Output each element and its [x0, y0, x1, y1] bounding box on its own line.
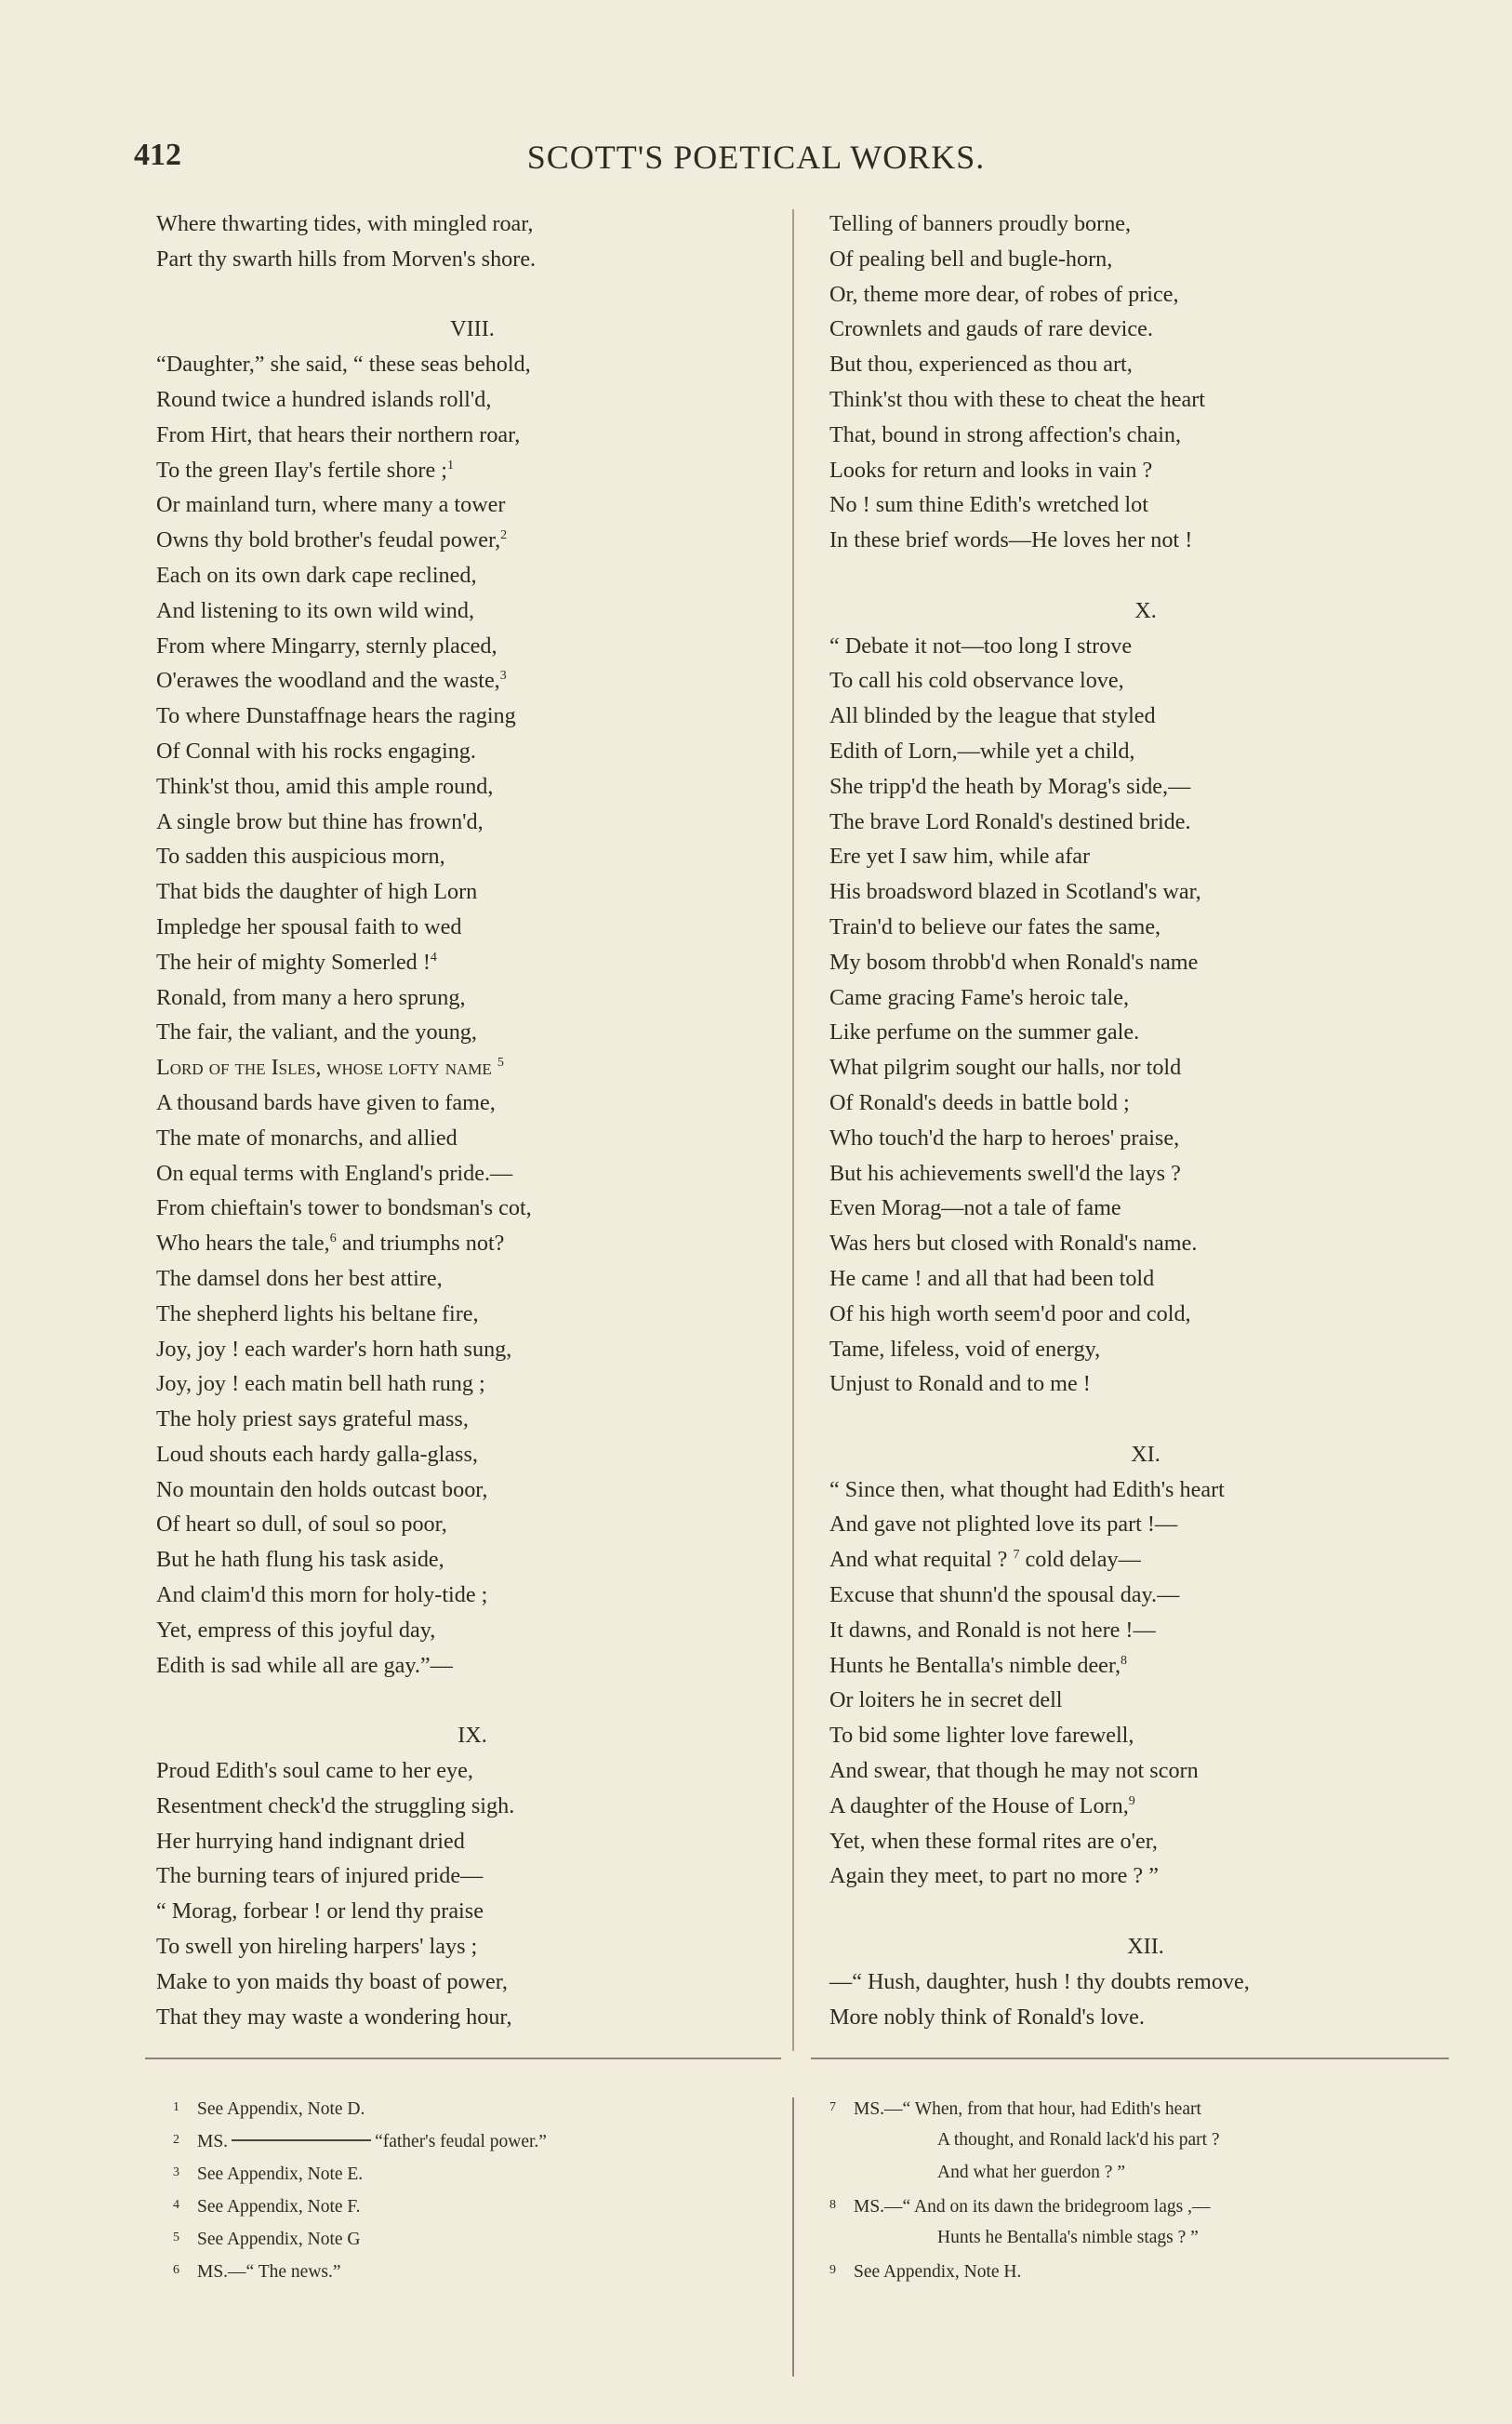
- verse-line: Of Ronald's deeds in battle bold ;: [829, 1089, 1130, 1115]
- verse-line: Proud Edith's soul came to her eye,: [156, 1758, 473, 1784]
- footnote-ref: 5: [497, 1056, 504, 1071]
- verse-line: Of his high worth seem'd poor and cold,: [829, 1300, 1191, 1326]
- verse-line: Tame, lifeless, void of energy,: [829, 1336, 1101, 1362]
- verse-line: That, bound in strong affection's chain,: [829, 421, 1182, 447]
- verse-line: Was hers but closed with Ronald's name.: [829, 1231, 1198, 1257]
- dash-rule: [232, 2139, 371, 2141]
- verse-line: Loud shouts each hardy galla-glass,: [156, 1441, 478, 1467]
- verse-line: The shepherd lights his beltane fire,: [156, 1300, 479, 1326]
- verse-line: No ! sum thine Edith's wretched lot: [829, 492, 1148, 518]
- footnotes-right: [829, 2091, 1462, 2286]
- verse-line: Or mainland turn, where many a tower: [156, 492, 506, 518]
- running-head-title: SCOTT'S POETICAL WORKS.: [526, 139, 986, 176]
- verse-line: To bid some lighter love farewell,: [829, 1723, 1134, 1749]
- footnote-ref: 4: [430, 950, 437, 965]
- verse-line: Think'st thou, amid this ample round,: [156, 773, 494, 799]
- verse-line: And claim'd this morn for holy-tide ;: [156, 1582, 488, 1608]
- verse-line: What pilgrim sought our halls, nor told: [829, 1055, 1182, 1081]
- verse-line: All blinded by the league that styled: [829, 703, 1156, 729]
- stanza-heading-ix: IX.: [458, 1723, 487, 1749]
- verse-line: O'erawes the woodland and the waste,$^3$: [156, 668, 507, 694]
- verse-line: No mountain den holds outcast boor,: [156, 1476, 488, 1502]
- verse-line: And swear, that though he may not scorn: [829, 1758, 1199, 1784]
- verse-line: To call his cold observance love,: [829, 668, 1124, 694]
- verse-line: Hunts he Bentalla's nimble deer,$^8$: [829, 1652, 1128, 1678]
- verse-line: A single brow but thine has frown'd,: [156, 808, 484, 834]
- verse-line: The damsel dons her best attire,: [156, 1265, 443, 1291]
- verse-line: Round twice a hundred islands roll'd,: [156, 386, 492, 412]
- verse-line: Came gracing Fame's heroic tale,: [829, 984, 1130, 1010]
- verse-line: Edith is sad while all are gay.”—: [156, 1652, 453, 1678]
- footnote: 4 See Appendix, Note F.: [173, 2197, 361, 2217]
- footnote: 2 MS. “father's feudal power.”: [173, 2132, 547, 2151]
- footnote-ref: 3: [499, 669, 507, 684]
- footnote: 6 MS.—“ The news.”: [173, 2262, 341, 2282]
- verse-line: More nobly think of Ronald's love.: [829, 2004, 1145, 2030]
- verse-line: To swell yon hireling harpers' lays ;: [156, 1934, 478, 1960]
- footnote-ref: 9: [1128, 1793, 1135, 1808]
- verse-line: Lord of the Isles, whose lofty name $^5$: [156, 1055, 504, 1081]
- verse-line: Part thy swarth hills from Morven's shore.: [156, 246, 537, 272]
- footnote-ref: 1: [446, 458, 454, 473]
- verse-line: Telling of banners proudly borne,: [829, 211, 1132, 236]
- verse-line: Again they meet, to part no more ? ”: [829, 1863, 1159, 1889]
- verse-line: Train'd to believe our fates the same,: [829, 913, 1161, 939]
- verse-line: But his achievements swell'd the lays ?: [829, 1160, 1181, 1186]
- verse-line: A thousand bards have given to fame,: [156, 1089, 496, 1115]
- footnote: 8 MS.—“ And on its dawn the bridegroom lags ,—: [829, 2197, 1211, 2217]
- verse-line: Edith of Lorn,—while yet a child,: [829, 738, 1135, 764]
- footnote-ref: 6: [329, 1232, 337, 1246]
- verse-line: Make to yon maids thy boast of power,: [156, 1968, 508, 1994]
- verse-line: My bosom throbb'd when Ronald's name: [829, 949, 1199, 975]
- verse-line: Yet, empress of this joyful day,: [156, 1617, 436, 1643]
- verse-line: He came ! and all that had been told: [829, 1265, 1155, 1291]
- verse-line: Even Morag—not a tale of fame: [829, 1195, 1121, 1221]
- verse-line: Yet, when these formal rites are o'er,: [829, 1828, 1158, 1854]
- footnote: 9 See Appendix, Note H.: [829, 2262, 1022, 2282]
- stanza-heading-x: X.: [1134, 597, 1157, 623]
- verse-line: The holy priest says grateful mass,: [156, 1406, 469, 1432]
- verse-line: On equal terms with England's pride.—: [156, 1160, 513, 1186]
- verse-line: Each on its own dark cape reclined,: [156, 562, 477, 588]
- verse-line: “ Debate it not—too long I strove: [829, 633, 1133, 659]
- verse-line: That they may waste a wondering hour,: [156, 2004, 512, 2030]
- verse-line: The mate of monarchs, and allied: [156, 1125, 458, 1151]
- verse-line: Looks for return and looks in vain ?: [829, 457, 1153, 483]
- footnote-continuation: And what her guerdon ? ”: [937, 2163, 1125, 2182]
- verse-line: Crownlets and gauds of rare device.: [829, 316, 1153, 342]
- verse-line: “Daughter,” she said, “ these seas behold,: [156, 352, 531, 378]
- verse-line: Ronald, from many a hero sprung,: [156, 984, 466, 1010]
- page-number: 412: [134, 138, 181, 172]
- verse-line: And what requital ? $^7$ cold delay—: [829, 1547, 1141, 1573]
- verse-line: The brave Lord Ronald's destined bride.: [829, 808, 1191, 834]
- verse-line: Of heart so dull, of soul so poor,: [156, 1512, 447, 1538]
- footnote-ref: 2: [500, 528, 508, 543]
- verse-line: Or loiters he in secret dell: [829, 1687, 1063, 1713]
- footnote-continuation: Hunts he Bentalla's nimble stags ? ”: [937, 2228, 1199, 2247]
- verse-line: She tripp'd the heath by Morag's side,—: [829, 773, 1191, 799]
- footnote-continuation: A thought, and Ronald lack'd his part ?: [937, 2130, 1220, 2150]
- verse-line: Her hurrying hand indignant dried: [156, 1828, 465, 1854]
- stanza-heading-viii: VIII.: [450, 316, 495, 342]
- verse-line: Joy, joy ! each warder's horn hath sung,: [156, 1336, 512, 1362]
- footnote-ref: 8: [1121, 1653, 1128, 1668]
- verse-line: Or, theme more dear, of robes of price,: [829, 281, 1179, 307]
- verse-line: Of pealing bell and bugle-horn,: [829, 246, 1113, 272]
- verse-line: Owns thy bold brother's feudal power,$^2$: [156, 527, 508, 553]
- verse-line: Who hears the tale,$^6$ and triumphs not?: [156, 1231, 505, 1257]
- verse-line: Excuse that shunn'd the spousal day.—: [829, 1582, 1180, 1608]
- verse-line: And gave not plighted love its part !—: [829, 1512, 1178, 1538]
- verse-line: His broadsword blazed in Scotland's war,: [829, 879, 1201, 905]
- footnote: 7 MS.—“ When, from that hour, had Edith's heart: [829, 2099, 1201, 2119]
- verse-line: The fair, the valiant, and the young,: [156, 1019, 477, 1046]
- footnote-column-divider: [792, 2098, 794, 2377]
- verse-line: Like perfume on the summer gale.: [829, 1019, 1140, 1046]
- verse-line: Think'st thou with these to cheat the heart: [829, 386, 1206, 412]
- verse-line: In these brief words—He loves her not !: [829, 527, 1193, 553]
- stanza-heading-xii: XII.: [1127, 1934, 1164, 1960]
- verse-line: “ Morag, forbear ! or lend thy praise: [156, 1898, 484, 1925]
- verse-line: Unjust to Ronald and to me !: [829, 1371, 1091, 1397]
- verse-line: From chieftain's tower to bondsman's cot,: [156, 1195, 532, 1221]
- verse-line: That bids the daughter of high Lorn: [156, 879, 478, 905]
- footnote-rule-left: [145, 2058, 781, 2059]
- verse-line: Ere yet I saw him, while afar: [829, 844, 1091, 870]
- footnote: 3 See Appendix, Note E.: [173, 2164, 364, 2184]
- verse-line: To the green Ilay's fertile shore ;$^1$: [156, 457, 454, 483]
- verse-line: —“ Hush, daughter, hush ! thy doubts remove,: [829, 1968, 1250, 1994]
- verse-line: The heir of mighty Somerled !$^4$: [156, 949, 437, 975]
- verse-line: But he hath flung his task aside,: [156, 1547, 444, 1573]
- verse-line: Joy, joy ! each matin bell hath rung ;: [156, 1371, 485, 1397]
- footnote-rule-right: [811, 2058, 1449, 2059]
- verse-line: Resentment check'd the struggling sigh.: [156, 1792, 515, 1818]
- footnote: 5 See Appendix, Note G: [173, 2230, 361, 2249]
- verse-line: Where thwarting tides, with mingled roar,: [156, 211, 534, 236]
- footnotes-left: [173, 2091, 768, 2286]
- verse-line: Who touch'd the harp to heroes' praise,: [829, 1125, 1180, 1151]
- left-column: [156, 206, 789, 2034]
- verse-line: Of Connal with his rocks engaging.: [156, 738, 476, 764]
- verse-line: From Hirt, that hears their northern roar,: [156, 421, 521, 447]
- stanza-heading-xi: XI.: [1131, 1441, 1161, 1467]
- column-divider: [792, 209, 794, 2051]
- verse-line: To sadden this auspicious morn,: [156, 844, 445, 870]
- verse-line: And listening to its own wild wind,: [156, 597, 474, 623]
- verse-line: The burning tears of injured pride—: [156, 1863, 484, 1889]
- verse-line: Impledge her spousal faith to wed: [156, 913, 462, 939]
- verse-line: It dawns, and Ronald is not here !—: [829, 1617, 1156, 1643]
- footnote-ref: 7: [1013, 1548, 1020, 1563]
- footnote: 1 See Appendix, Note D.: [173, 2099, 365, 2119]
- verse-line: “ Since then, what thought had Edith's heart: [829, 1476, 1225, 1502]
- right-column: [829, 206, 1462, 2034]
- verse-line: From where Mingarry, sternly placed,: [156, 633, 497, 659]
- verse-line: To where Dunstaffnage hears the raging: [156, 703, 516, 729]
- verse-line: But thou, experienced as thou art,: [829, 352, 1133, 378]
- verse-line: A daughter of the House of Lorn,$^9$: [829, 1792, 1135, 1818]
